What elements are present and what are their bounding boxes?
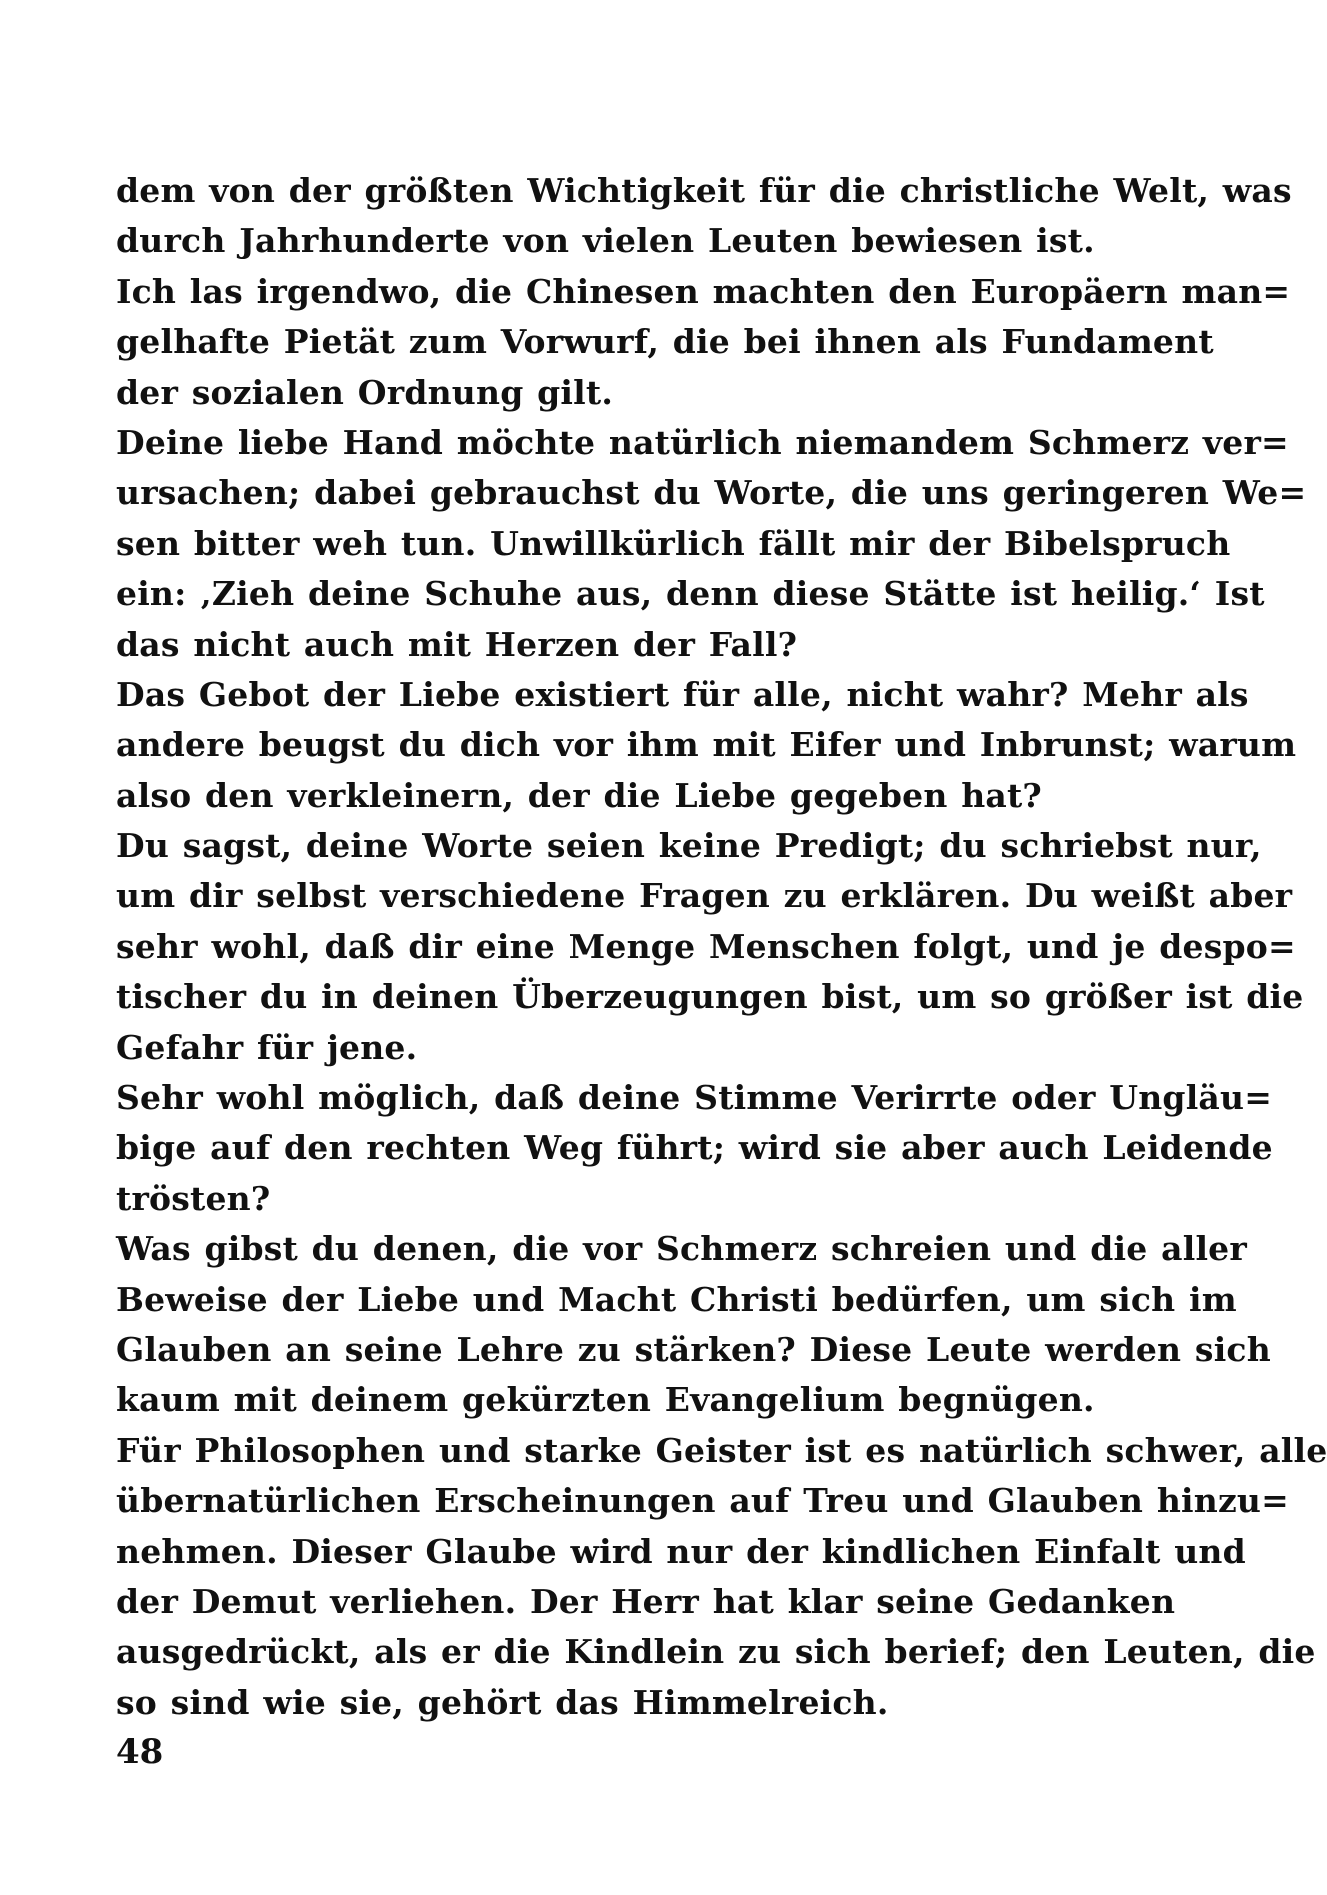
text-line: Ich las irgendwo, die Chinesen machten den Europäern man= [116,271,1291,311]
text-line: Glauben an seine Lehre zu stärken? Diese Leute werden sich [116,1329,1271,1369]
text-line: ein: ‚Zieh deine Schuhe aus, denn diese Stätte ist heilig.‘ Ist [116,574,1265,614]
text-line: der Demut verliehen. Der Herr hat klar seine Gedanken [116,1581,1176,1621]
text-line: das nicht auch mit Herzen der Fall? [116,624,798,664]
text-line: tischer du in deinen Überzeugungen bist, um so größer ist die [116,977,1304,1017]
text-line: so sind wie sie, gehört das Himmelreich. [116,1682,889,1722]
text-line: nehmen. Dieser Glaube wird nur der kindlichen Einfalt und [116,1531,1246,1571]
text-line: also den verkleinern, der die Liebe gegeben hat? [116,775,1042,815]
body-text [116,166,1327,1728]
text-line: Sehr wohl möglich, daß deine Stimme Verirrte oder Ungläu= [116,1078,1273,1118]
text-line: Deine liebe Hand möchte natürlich niemandem Schmerz ver= [116,422,1289,462]
text-line: Gefahr für jene. [116,1027,418,1067]
text-line: ausgedrückt, als er die Kindlein zu sich berief; den Leuten, die [116,1632,1316,1672]
text-line: übernatürlichen Erscheinungen auf Treu und Glauben hinzu= [116,1481,1289,1521]
text-line: Für Philosophen und starke Geister ist es natürlich schwer, alle [116,1430,1327,1470]
text-line: Was gibst du denen, die vor Schmerz schreien und die aller [116,1229,1247,1269]
text-line: Du sagst, deine Worte seien keine Predigt; du schriebst nur, [116,826,1262,866]
text-line: gelhafte Pietät zum Vorwurf, die bei ihnen als Fundament [116,322,1214,362]
text-line: der sozialen Ordnung gilt. [116,372,614,412]
text-line: durch Jahrhunderte von vielen Leuten bewiesen ist. [116,221,1095,261]
page-number: 48 [116,1732,164,1772]
text-line: sen bitter weh tun. Unwillkürlich fällt mir der Bibelspruch [116,523,1231,563]
text-line: Beweise der Liebe und Macht Christi bedürfen, um sich im [116,1279,1237,1319]
text-line: dem von der größten Wichtigkeit für die christliche Welt, was [116,171,1292,210]
text-line: sehr wohl, daß dir eine Menge Menschen folgt, und je despo= [116,926,1296,966]
text-line: Das Gebot der Liebe existiert für alle, nicht wahr? Mehr als [116,674,1249,714]
text-line: kaum mit deinem gekürzten Evangelium begnügen. [116,1380,1095,1420]
text-line: bige auf den rechten Weg führt; wird sie aber auch Leidende [116,1128,1273,1168]
text-line: ursachen; dabei gebrauchst du Worte, die uns geringeren We= [116,473,1307,513]
text-line: um dir selbst verschiedene Fragen zu erklären. Du weißt aber [116,876,1293,916]
text-line: andere beugst du dich vor ihm mit Eifer und Inbrunst; warum [116,725,1297,765]
text-line: trösten? [116,1178,271,1218]
